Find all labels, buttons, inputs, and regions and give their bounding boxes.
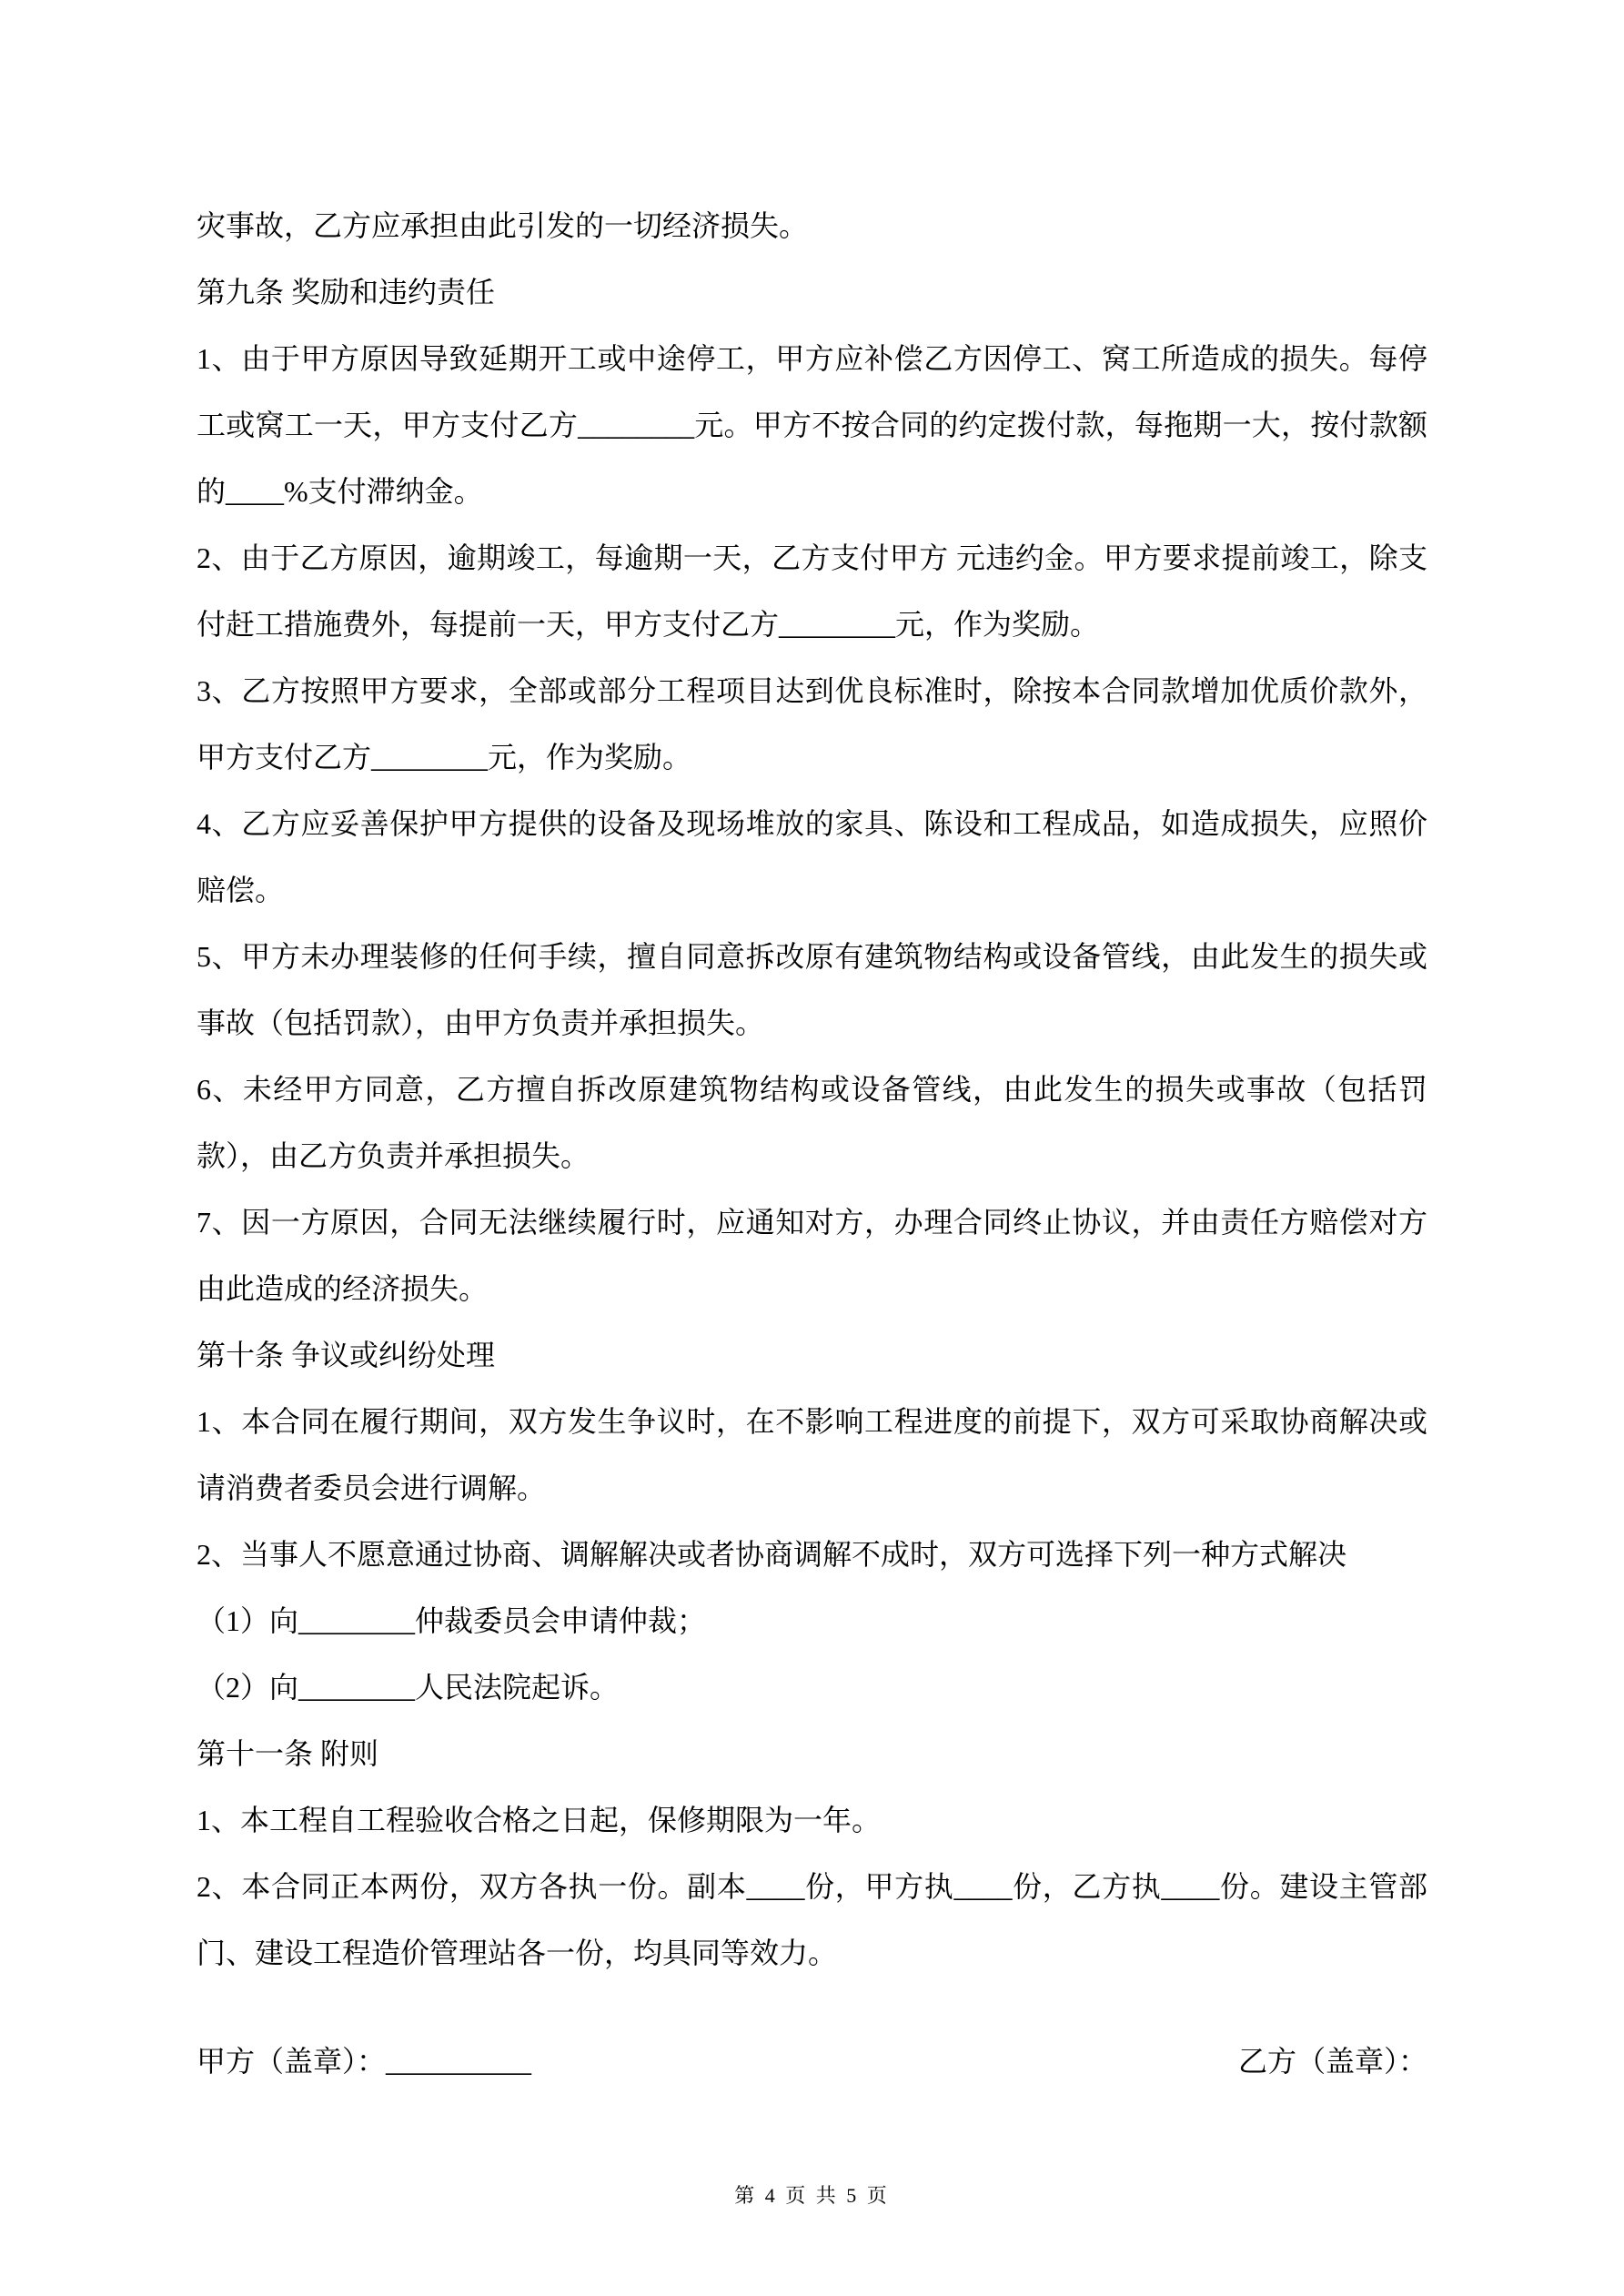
paragraph-clause-9-3: 3、乙方按照甲方要求，全部或部分工程项目达到优良标准时，除按本合同款增加优质价款外，甲方支付乙方________元，作为奖励。 xyxy=(197,674,1427,774)
section-heading-article-10: 第十条 争议或纠纷处理 xyxy=(197,1339,496,1371)
paragraph-clause-9-1: 1、由于甲方原因导致延期开工或中途停工，甲方应补偿乙方因停工、窝工所造成的损失。每停工或窝工一天，甲方支付乙方________元。甲方不按合同的约定拨付款，每拖期一大，按付款额的____%支付滞纳金。 xyxy=(197,342,1427,508)
paragraph-clause-11-2: 2、本合同正本两份，双方各执一份。副本____份，甲方执____份，乙方执____份。建设主管部门、建设工程造价管理站各一份，均具同等效力。 xyxy=(197,1870,1427,1969)
page-footer xyxy=(0,2180,1624,2209)
paragraph-continuation: 灾事故，乙方应承担由此引发的一切经济损失。 xyxy=(197,209,809,242)
paragraph-clause-9-4: 4、乙方应妥善保护甲方提供的设备及现场堆放的家具、陈设和工程成品，如造成损失，应照价赔偿。 xyxy=(197,807,1427,906)
paragraph-clause-9-6: 6、未经甲方同意，乙方擅自拆改原建筑物结构或设备管线，由此发生的损失或事故（包括罚款），由乙方负责并承担损失。 xyxy=(197,1073,1427,1172)
paragraph-clause-10-2: 2、当事人不愿意通过协商、调解解决或者协商调解不成时，双方可选择下列一种方式解决 xyxy=(197,1538,1347,1571)
document-content xyxy=(197,193,1427,2095)
paragraph-clause-9-2: 2、由于乙方原因，逾期竣工，每逾期一天，乙方支付甲方 元违约金。甲方要求提前竣工，除支付赶工措施费外，每提前一天，甲方支付乙方________元，作为奖励。 xyxy=(197,541,1427,641)
paragraph-clause-10-1: 1、本合同在履行期间，双方发生争议时，在不影响工程进度的前提下，双方可采取协商解决或请消费者委员会进行调解。 xyxy=(197,1405,1427,1504)
page-number: 第 4 页 共 5 页 xyxy=(734,2184,890,2207)
paragraph-clause-11-1: 1、本工程自工程验收合格之日起，保修期限为一年。 xyxy=(197,1804,882,1836)
paragraph-clause-9-5: 5、甲方未办理装修的任何手续，擅自同意拆改原有建筑物结构或设备管线，由此发生的损失或事故（包括罚款），由甲方负责并承担损失。 xyxy=(197,940,1427,1039)
party-a-signature-label: 甲方（盖章）：__________ xyxy=(197,2045,532,2078)
paragraph-court-option: （2）向________人民法院起诉。 xyxy=(197,1671,620,1704)
party-b-signature-label: 乙方（盖章）： xyxy=(1237,2045,1427,2078)
signature-row xyxy=(197,2028,1427,2095)
paragraph-clause-9-7: 7、因一方原因，合同无法继续履行时，应通知对方，办理合同终止协议，并由责任方赔偿对方由此造成的经济损失。 xyxy=(197,1206,1427,1305)
paragraph-arbitration-option: （1）向________仲裁委员会申请仲裁； xyxy=(197,1604,707,1637)
section-heading-article-9: 第九条 奖励和违约责任 xyxy=(197,276,496,308)
section-heading-article-11: 第十一条 附则 xyxy=(197,1737,379,1770)
